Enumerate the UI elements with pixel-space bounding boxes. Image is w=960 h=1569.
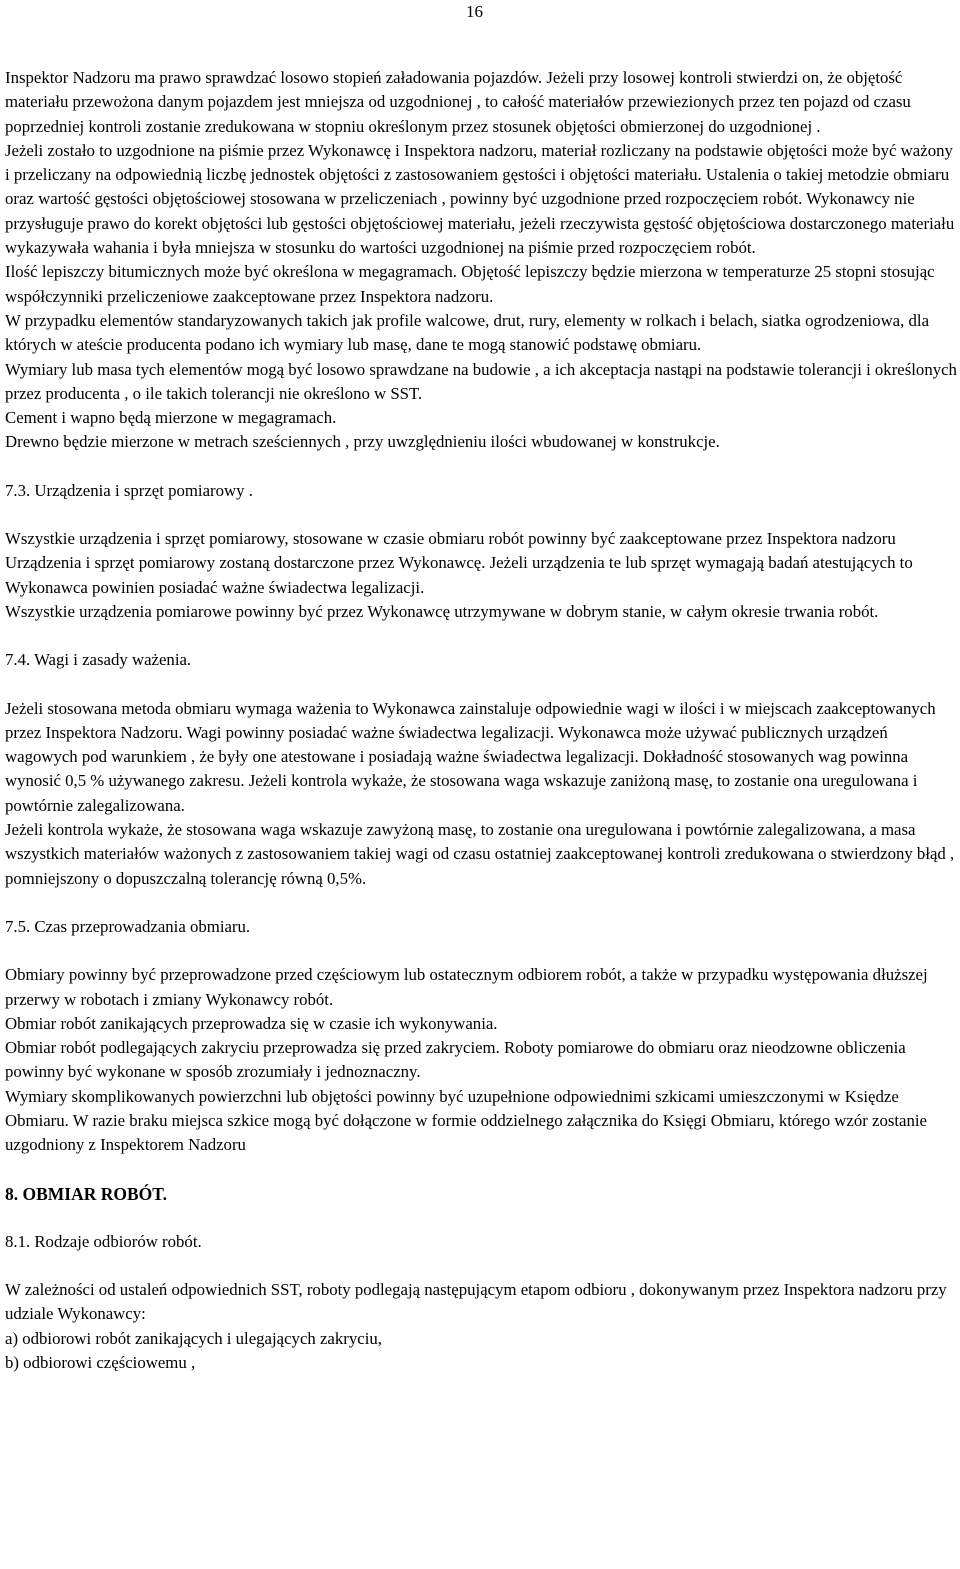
paragraph-equipment-supply: Urządzenia i sprzęt pomiarowy zostaną dostarczone przez Wykonawcę. Jeżeli urządzenia te lub sprzęt wymagają badań atestujących to Wykonawca powinien posiadać ważne świadectwa legalizacji. xyxy=(5,553,913,597)
paragraph-timber: Drewno będzie mierzone w metrach sześciennych , przy uwzględnieniu ilości wbudowanej w konstrukcje. xyxy=(5,432,720,452)
section-heading-8: 8. OBMIAR ROBÓT. xyxy=(5,1183,168,1204)
section-heading-7-4: 7.4. Wagi i zasady ważenia. xyxy=(5,650,192,670)
paragraph-covered-works: Obmiar robót podlegających zakryciu przeprowadza się przed zakryciem. Roboty pomiarowe do obmiaru oraz nieodzowne obliczenia powinny być wykonane w sposób zrozumiały i jednoznaczny. xyxy=(5,1038,906,1082)
paragraph-dimension-checks: Wymiary lub masa tych elementów mogą być losowo sprawdzane na budowie , a ich akceptacja nastąpi na podstawie tolerancji i określonych przez producenta , o ile takich tolerancji nie określono w SST. xyxy=(5,359,957,403)
paragraph-scales-installation: Jeżeli stosowana metoda obmiaru wymaga ważenia to Wykonawca zainstaluje odpowiednie wagi w ilości i w miejscach zaakceptowanych przez Inspektora Nadzoru. Wagi powinny posiadać ważne świadectwa legalizacji. Wykonawca może używać publicznych urządzeń wagowych pod warunkiem , że były one atestowane i posiadają ważne świadectwa legalizacji. Dokładność stosowanych wag powinna wynosić 0,5 % używanego zakresu. Jeżeli kontrola wykaże, że stosowana waga wskazuje zaniżoną masę, to zostanie ona uregulowana i powtórnie zalegalizowana. xyxy=(5,698,936,815)
paragraph-equipment-approval: Wszystkie urządzenia i sprzęt pomiarowy, stosowane w czasie obmiaru robót powinny być zaakceptowane przez Inspektora nadzoru xyxy=(5,529,896,549)
page-number: 16 xyxy=(466,2,483,21)
paragraph-block-measurement-rules xyxy=(5,66,957,455)
section-heading-8-1: 8.1. Rodzaje odbiorów robót. xyxy=(5,1231,202,1251)
paragraph-equipment-maintenance: Wszystkie urządzenia pomiarowe powinny być przez Wykonawcę utrzymywane w dobrym stanie, w całym okresie trwania robót. xyxy=(5,601,879,621)
list-item-a: a) odbiorowi robót zanikających i ulegających zakryciu, xyxy=(5,1328,382,1348)
paragraph-weighing-conversion: Jeżeli zostało to uzgodnione na piśmie przez Wykonawcę i Inspektora nadzoru, materiał rozliczany na podstawie objętości może być ważony i przeliczany na odpowiednią liczbę jednostek objętości z zastosowaniem gęstości i objętości materiału. Ustalenia o takiej metodzie obmiaru oraz wartość gęstości objętościowej stosowana w przeliczeniach , powinny być uzgodnione przed rozpoczęciem robót. Wykonawcy nie przysługuje prawo do korekt objętości lub gęstości objętościowej materiału, jeżeli rzeczywista gęstość objętościowa dostarczonego materiału wykazywała wahania i była mniejsza w stosunku do wartości uzgodnionej na piśmie przed rozpoczęciem robót. xyxy=(5,140,955,258)
section-heading-7-3: 7.3. Urządzenia i sprzęt pomiarowy . xyxy=(5,480,253,500)
paragraph-vehicle-load-check: Inspektor Nadzoru ma prawo sprawdzać losowo stopień załadowania pojazdów. Jeżeli przy losowej kontroli stwierdzi on, że objętość materiału przewożona danym pojazdem jest mniejsza od uzgodnionej , to całość materiałów przewiezionych przez ten pojazd od czasu poprzedniej kontroli zostanie zredukowana w stopniu określonym przez stosunek objętości obmierzonej do uzgodnionej . xyxy=(5,68,911,136)
paragraph-scales-overweight: Jeżeli kontrola wykaże, że stosowana waga wskazuje zawyżoną masę, to zostanie ona uregulowana i powtórnie zalegalizowana, a masa wszystkich materiałów ważonych z zastosowaniem takiej wagi od czasu ostatniej zaakceptowanej kontroli zredukowana o stwierdzony błąd , pomniejszony o dopuszczalną tolerancję równą 0,5%. xyxy=(5,820,955,888)
paragraph-vanishing-works: Obmiar robót zanikających przeprowadza się w czasie ich wykonywania. xyxy=(5,1013,498,1033)
section-heading-7-5: 7.5. Czas przeprowadzania obmiaru. xyxy=(5,916,251,936)
list-item-b: b) odbiorowi częściowemu , xyxy=(5,1353,196,1373)
paragraph-measurement-timing: Obmiary powinny być przeprowadzone przed częściowym lub ostatecznym odbiorem robót, a także w przypadku występowania dłuższej przerwy w robotach i zmiany Wykonawcy robót. xyxy=(5,965,928,1009)
paragraph-block-measurement-timing xyxy=(5,963,957,1157)
paragraph-complex-surfaces: Wymiary skomplikowanych powierzchni lub objętości powinny być uzupełnione odpowiednimi szkicami umieszczonymi w Księdze Obmiaru. W razie braku miejsca szkice mogą być dołączone w formie oddzielnego załącznika do Księgi Obmiaru, którego wzór zostanie uzgodniony z Inspektorem Nadzoru xyxy=(5,1086,928,1155)
paragraph-cement-lime: Cement i wapno będą mierzone w megagramach. xyxy=(5,408,337,428)
paragraph-block-acceptance-types xyxy=(5,1278,957,1375)
paragraph-acceptance-intro: W zależności od ustaleń odpowiednich SST, roboty podlegają następującym etapom odbioru , dokonywanym przez Inspektora nadzoru przy udziale Wykonawcy: xyxy=(5,1280,947,1324)
paragraph-block-scales xyxy=(5,697,957,891)
paragraph-standardized-elements: W przypadku elementów standaryzowanych takich jak profile walcowe, drut, rury, elementy w rolkach i belach, siatka ogrodzeniowa, dla których w ateście producenta podano ich wymiary lub masę, dane te mogą stanowić podstawę obmiaru. xyxy=(5,310,930,355)
paragraph-bitumen-binder: Ilość lepiszczy bitumicznych może być określona w megagramach. Objętość lepiszczy będzie mierzona w temperaturze 25 stopni stosując współczynniki przeliczeniowe zaakceptowane przez Inspektora nadzoru. xyxy=(5,262,935,306)
document-body xyxy=(5,66,957,1375)
paragraph-block-measuring-equipment xyxy=(5,527,957,624)
